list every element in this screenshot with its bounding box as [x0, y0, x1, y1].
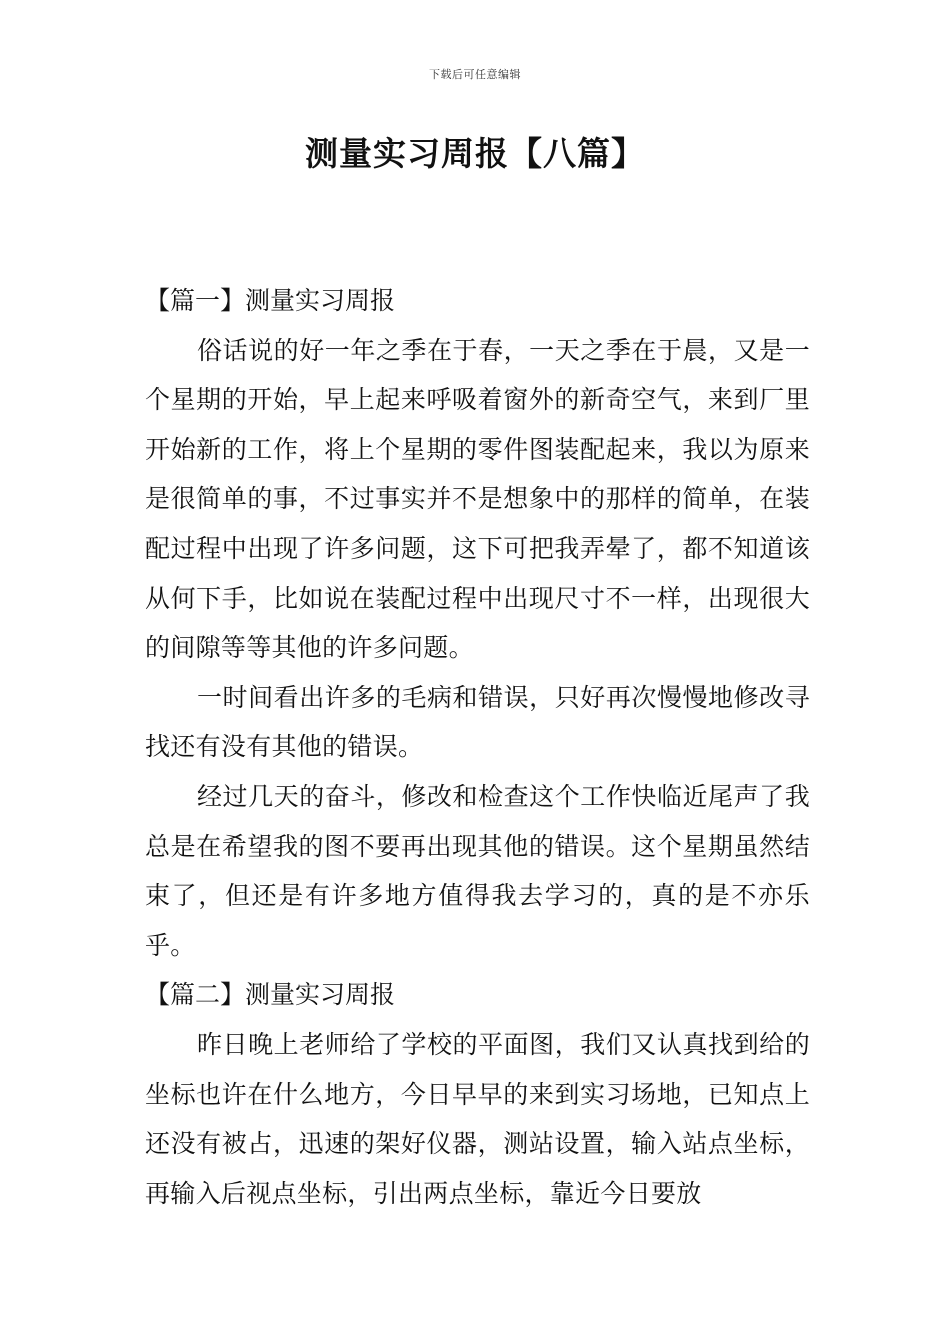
section-2: [145, 970, 810, 1218]
paragraph: 昨日晚上老师给了学校的平面图，我们又认真找到给的坐标也许在什么地方，今日早早的来到实习场地，已知点上还没有被占，迅速的架好仪器，测站设置，输入站点坐标，再输入后视点坐标，引出两点坐标，靠近今日要放: [145, 1029, 810, 1208]
paragraph: 俗话说的好一年之季在于春，一天之季在于晨，又是一个星期的开始，早上起来呼吸着窗外的新奇空气，来到厂里开始新的工作，将上个星期的零件图装配起来，我以为原来是很简单的事，不过事实并不是想象中的那样的简单，在装配过程中出现了许多问题，这下可把我弄晕了，都不知道该从何下手，比如说在装配过程中出现尺寸不一样，出现很大的间隙等等其他的许多问题。: [145, 335, 810, 663]
document-body: [145, 276, 810, 1218]
document-title: 测量实习周报【八篇】: [305, 134, 645, 173]
paragraph: 经过几天的奋斗，修改和检查这个工作快临近尾声了我总是在希望我的图不要再出现其他的错误。这个星期虽然结束了，但还是有许多地方值得我去学习的，真的是不亦乐乎。: [145, 781, 810, 960]
section-1: [145, 276, 810, 970]
paragraph: 一时间看出许多的毛病和错误，只好再次慢慢地修改寻找还有没有其他的错误。: [145, 682, 810, 762]
section-heading: 【篇二】测量实习周报: [145, 980, 396, 1010]
header-note: 下载后可任意编辑: [429, 68, 521, 81]
section-heading: 【篇一】测量实习周报: [145, 286, 396, 315]
